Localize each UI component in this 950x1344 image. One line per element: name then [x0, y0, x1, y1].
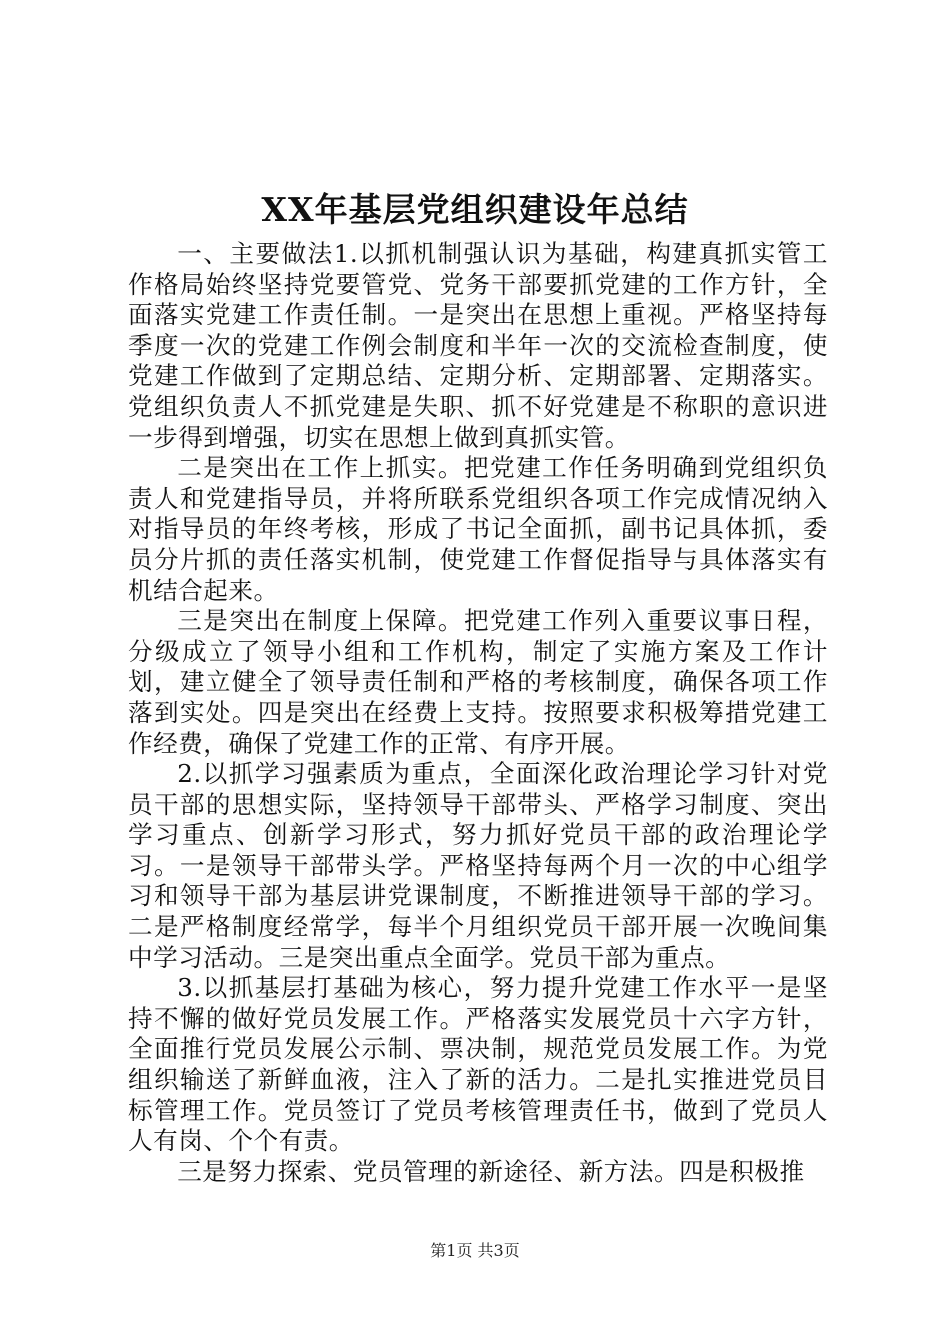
- page-number-footer: 第1页 共3页: [430, 1241, 520, 1260]
- paragraph-1: 一、主要做法1.以抓机制强认识为基础，构建真抓实管工作格局始终坚持党要管党、党务干部要抓党建的工作方针，全面落实党建工作责任制。一是突出在思想上重视。严格坚持每季度一次的党建工作例会制度和半年一次的交流检查制度，使党建工作做到了定期总结、定期分析、定期部署、定期落实。党组织负责人不抓党建是失职、抓不好党建是不称职的意识进一步得到增强，切实在思想上做到真抓实管。: [128, 239, 828, 452]
- paragraph-4: 2.以抓学习强素质为重点，全面深化政治理论学习针对党员干部的思想实际，坚持领导干部带头、严格学习制度、突出学习重点、创新学习形式，努力抓好党员干部的政治理论学习。一是领导干部带头学。严格坚持每两个月一次的中心组学习和领导干部为基层讲党课制度，不断推进领导干部的学习。二是严格制度经常学，每半个月组织党员干部开展一次晚间集中学习活动。三是突出重点全面学。党员干部为重点。: [128, 759, 828, 972]
- document-title: XX年基层党组织建设年总结: [261, 190, 689, 229]
- paragraph-3: 三是突出在制度上保障。把党建工作列入重要议事日程，分级成立了领导小组和工作机构，制定了实施方案及工作计划，建立健全了领导责任制和严格的考核制度，确保各项工作落到实处。四是突出在经费上支持。按照要求积极筹措党建工作经费，确保了党建工作的正常、有序开展。: [128, 606, 828, 758]
- paragraph-5: 3.以抓基层打基础为核心，努力提升党建工作水平一是坚持不懈的做好党员发展工作。严格落实发展党员十六字方针，全面推行党员发展公示制、票决制，规范党员发展工作。为党组织输送了新鲜血液，注入了新的活力。二是扎实推进党员目标管理工作。党员签订了党员考核管理责任书，做到了党员人人有岗、个个有责。: [128, 973, 828, 1156]
- paragraph-2: 二是突出在工作上抓实。把党建工作任务明确到党组织负责人和党建指导员，并将所联系党组织各项工作完成情况纳入对指导员的年终考核，形成了书记全面抓，副书记具体抓，委员分片抓的责任落实机制，使党建工作督促指导与具体落实有机结合起来。: [128, 453, 828, 605]
- paragraph-6: 三是努力探索、党员管理的新途径、新方法。四是积极推: [177, 1156, 805, 1186]
- document-body: [128, 239, 828, 1187]
